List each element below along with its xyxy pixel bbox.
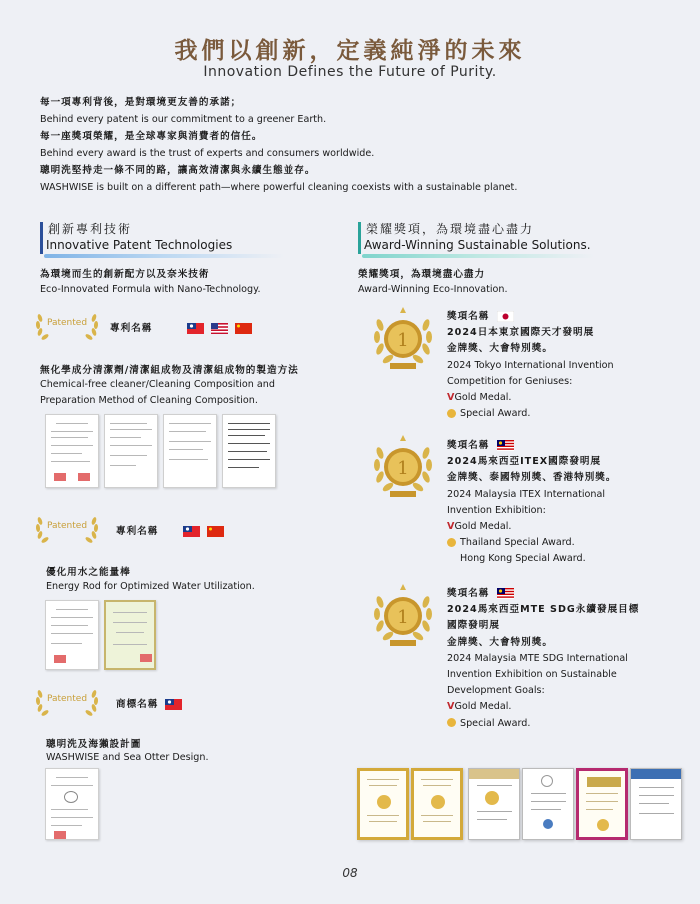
award-result-en <box>447 390 687 406</box>
award-item <box>447 586 687 732</box>
patented-laurel-badge <box>34 686 100 716</box>
award-result-zh: 金牌獎、大會特別獎。 <box>447 636 553 648</box>
awards-sub-en: Award-Winning Eco-Innovation. <box>358 284 508 295</box>
award-result-en: Hong Kong Special Award. <box>460 553 586 565</box>
intro-line: Behind every award is the trust of experts and consumers worldwide. <box>40 148 375 159</box>
patent-certificate-image <box>222 414 276 488</box>
brush-underline <box>362 254 594 258</box>
patented-laurel-badge <box>34 513 100 543</box>
award-name-en: 2024 Tokyo International Invention <box>447 359 614 371</box>
award-name-en: Invention Exhibition on Sustainable <box>447 669 617 681</box>
patent-title-en: Energy Rod for Optimized Water Utilization. <box>46 581 255 592</box>
awards-sub-zh: 榮耀獎項，為環境盡心盡力 <box>358 269 486 280</box>
intro-text <box>40 94 660 196</box>
patent-certificate-image <box>104 600 156 670</box>
flag-malaysia-icon <box>497 588 514 599</box>
award-name-en: 2024 Malaysia MTE SDG International <box>447 652 628 664</box>
award-certificate-image <box>630 768 682 840</box>
award-result-en <box>447 535 687 551</box>
award-name-en: Development Goals: <box>447 685 545 697</box>
awards-heading-zh: 榮耀獎項，為環境盡心盡力 <box>366 222 535 236</box>
patent-certificate-image <box>45 600 99 670</box>
patent-certificate-image <box>45 414 99 488</box>
medal-dot-icon <box>447 538 456 547</box>
intro-line: 每一座獎項榮耀，是全球專家與消費者的信任。 <box>40 131 263 142</box>
flag-china-icon <box>235 323 252 334</box>
patent-label <box>116 523 224 537</box>
award-result-zh: 金牌獎、大會特別獎。 <box>447 343 553 355</box>
award-result-text: Gold Medal. <box>454 701 512 713</box>
flag-taiwan-icon <box>165 699 182 710</box>
heading-bar <box>40 222 43 254</box>
patent-title-zh: 無化學成分清潔劑/清潔組成物及清潔組成物的製造方法 <box>40 365 299 376</box>
v-check-icon: V <box>447 392 455 404</box>
award-result-text: Gold Medal. <box>454 392 512 404</box>
patent-certificate-image <box>104 414 158 488</box>
award-item <box>447 438 687 568</box>
flag-japan-icon <box>497 311 514 322</box>
award-certificate-image <box>468 768 520 840</box>
page-title-zh: 我們以創新，定義純淨的未來 <box>174 37 526 64</box>
award-result-en <box>447 716 687 732</box>
trademark-title-zh: 聰明洗及海獺設計圖 <box>46 739 142 750</box>
laurel-label: Patented <box>46 694 88 704</box>
award-result-en <box>447 406 687 422</box>
award-label <box>447 438 687 454</box>
flag-taiwan-icon <box>183 526 200 537</box>
award-result-text: Thailand Special Award. <box>460 537 575 549</box>
svg-text:1: 1 <box>397 330 409 351</box>
medal-dot-icon <box>447 718 456 727</box>
award-name-en: Competition for Geniuses: <box>447 375 573 387</box>
heading-bar <box>358 222 361 254</box>
award-certificate-image <box>411 768 463 840</box>
award-result-text: Special Award. <box>460 408 531 420</box>
award-label <box>447 586 687 602</box>
patents-heading-zh: 創新專利技術 <box>48 222 133 236</box>
trademark-label <box>116 696 182 710</box>
flag-usa-icon <box>211 323 228 334</box>
award-certificate-image <box>357 768 409 840</box>
patents-heading-en: Innovative Patent Technologies <box>46 238 233 252</box>
award-label <box>447 309 687 325</box>
gold-medal-icon <box>372 305 434 379</box>
flag-malaysia-icon <box>497 440 514 451</box>
flag-china-icon <box>207 526 224 537</box>
award-result-en <box>447 519 687 535</box>
page-number: 08 <box>342 866 358 880</box>
medal-dot-icon <box>447 409 456 418</box>
award-label-text: 獎項名稱 <box>447 311 490 322</box>
page-title-en: Innovation Defines the Future of Purity. <box>203 64 497 80</box>
svg-text:1: 1 <box>397 458 409 479</box>
award-result-text: Gold Medal. <box>454 521 512 533</box>
award-certificate-image <box>576 768 628 840</box>
svg-text:1: 1 <box>397 607 409 628</box>
intro-line: WASHWISE is built on a different path—where powerful cleaning coexists with a sustainable planet. <box>40 182 518 193</box>
patent-title-zh: 優化用水之能量棒 <box>46 567 131 578</box>
patent-title-en: Preparation Method of Cleaning Composition. <box>40 395 258 406</box>
award-label-text: 獎項名稱 <box>447 588 490 599</box>
awards-heading-en: Award-Winning Sustainable Solutions. <box>364 238 591 252</box>
patent-label <box>110 320 252 334</box>
trademark-title-en: WASHWISE and Sea Otter Design. <box>46 752 209 763</box>
award-result-en <box>447 699 687 715</box>
award-result-text: Special Award. <box>460 717 531 729</box>
patent-certificate-image <box>163 414 217 488</box>
flag-taiwan-icon <box>187 323 204 334</box>
award-result-zh: 金牌獎、泰國特別獎、香港特別獎。 <box>447 472 617 484</box>
v-check-icon: V <box>447 521 455 533</box>
award-name-zh: 2024馬來西亞ITEX國際發明展 <box>447 456 602 468</box>
patent-label-text: 專利名稱 <box>110 323 153 334</box>
gold-medal-icon <box>372 433 434 507</box>
intro-line: 聰明洗堅持走一條不同的路，讓高效清潔與永續生態並存。 <box>40 165 316 176</box>
gold-medal-icon <box>372 582 434 656</box>
laurel-label: Patented <box>46 318 88 328</box>
v-check-icon: V <box>447 701 455 713</box>
patent-label-text: 專利名稱 <box>116 526 159 537</box>
patents-sub-zh: 為環境而生的創新配方以及奈米技術 <box>40 269 210 280</box>
award-name-zh: 2024日本東京國際天才發明展 <box>447 327 595 339</box>
award-name-en: 2024 Malaysia ITEX International <box>447 488 606 500</box>
intro-line: Behind every patent is our commitment to a greener Earth. <box>40 114 327 125</box>
award-item <box>447 309 687 422</box>
patented-laurel-badge <box>34 310 100 340</box>
patents-sub-en: Eco-Innovated Formula with Nano-Technology. <box>40 284 261 295</box>
intro-line: 每一項專利背後，是對環境更友善的承諾； <box>40 97 242 108</box>
award-name-en: Invention Exhibition: <box>447 504 546 516</box>
trademark-label-text: 商標名稱 <box>116 699 159 710</box>
award-label-text: 獎項名稱 <box>447 440 490 451</box>
brush-underline <box>44 254 284 258</box>
award-name-zh: 2024馬來西亞MTE SDG永續發展目標 <box>447 604 640 616</box>
trademark-certificate-image <box>45 768 99 840</box>
patent-title-en: Chemical-free cleaner/Cleaning Composition and <box>40 379 275 390</box>
award-name-zh: 國際發明展 <box>447 620 500 632</box>
laurel-label: Patented <box>46 521 88 531</box>
award-certificate-image <box>522 768 574 840</box>
